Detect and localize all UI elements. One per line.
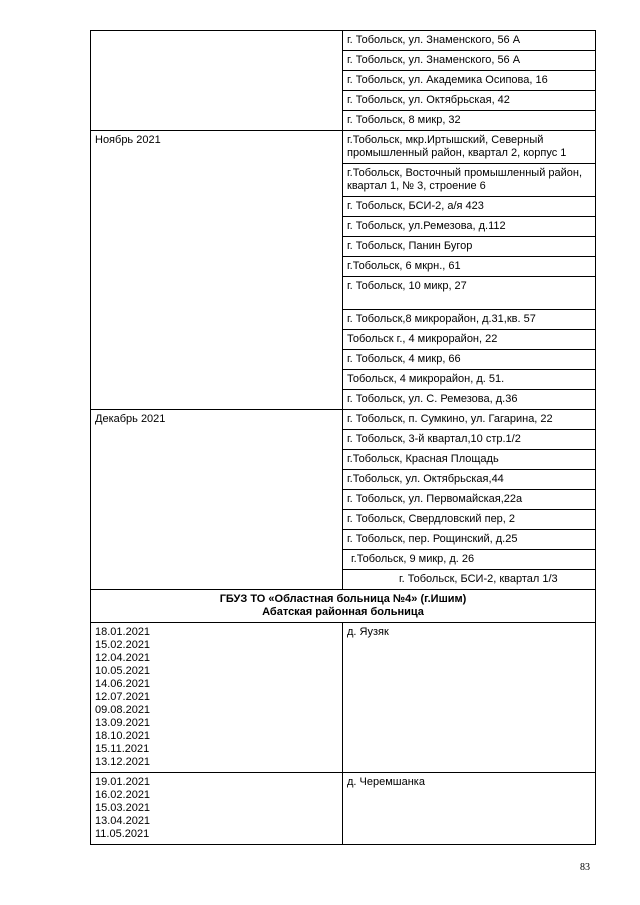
address-cell: г. Тобольск, БСИ-2, квартал 1/3: [343, 570, 596, 590]
place-cell: д. Яузяк: [343, 623, 596, 773]
address-cell: г. Тобольск, 8 микр, 32: [343, 111, 596, 131]
address-cell: г.Тобольск, 9 микр, д. 26: [343, 550, 596, 570]
section-header-subdivision: Абатская районная больница: [262, 606, 424, 618]
address-cell: г. Тобольск, ул. Знаменского, 56 А: [343, 31, 596, 51]
address-cell: г. Тобольск, п. Сумкино, ул. Гагарина, 22: [343, 410, 596, 430]
table-row: [91, 410, 596, 430]
address-cell: г. Тобольск, 10 микр, 27: [343, 277, 596, 310]
address-cell: г. Тобольск, 3-й квартал,10 стр.1/2: [343, 430, 596, 450]
address-cell: г.Тобольск, Восточный промышленный район, квартал 1, № 3, строение 6: [343, 164, 596, 197]
address-cell: г. Тобольск, БСИ-2, а/я 423: [343, 197, 596, 217]
month-cell: Ноябрь 2021: [91, 131, 343, 410]
address-cell: Тобольск, 4 микрорайон, д. 51.: [343, 370, 596, 390]
address-cell: г.Тобольск, мкр.Иртышский, Северный промышленный район, квартал 2, корпус 1: [343, 131, 596, 164]
page-number: 83: [580, 862, 590, 873]
section-header-row: [91, 590, 596, 623]
place-cell: д. Черемшанка: [343, 773, 596, 845]
table-row: [91, 131, 596, 164]
address-cell: г. Тобольск, ул. С. Ремезова, д.36: [343, 390, 596, 410]
address-cell: г. Тобольск, 4 микр, 66: [343, 350, 596, 370]
address-cell: г. Тобольск, ул.Ремезова, д.112: [343, 217, 596, 237]
address-cell: г. Тобольск, пер. Рощинский, д.25: [343, 530, 596, 550]
table-row: [91, 623, 596, 773]
section-header: [91, 590, 596, 623]
address-cell: г. Тобольск, ул. Октябрьская, 42: [343, 91, 596, 111]
address-cell: г.Тобольск, ул. Октябрьская,44: [343, 470, 596, 490]
address-cell: г. Тобольск, Свердловский пер, 2: [343, 510, 596, 530]
schedule-table: [90, 30, 596, 845]
address-cell: г. Тобольск, Панин Бугор: [343, 237, 596, 257]
address-cell: Тобольск г., 4 микрорайон, 22: [343, 330, 596, 350]
month-cell: Декабрь 2021: [91, 410, 343, 590]
dates-cell: 19.01.2021 16.02.2021 15.03.2021 13.04.2021 11.05.2021: [91, 773, 343, 845]
table-row: [91, 31, 596, 51]
address-cell: г.Тобольск, Красная Площадь: [343, 450, 596, 470]
month-cell: [91, 31, 343, 131]
section-header-hospital: ГБУЗ ТО «Областная больница №4» (г.Ишим): [219, 593, 467, 605]
address-cell: г. Тобольск, ул. Первомайская,22а: [343, 490, 596, 510]
table-row: [91, 773, 596, 845]
address-cell: г. Тобольск, ул. Знаменского, 56 А: [343, 51, 596, 71]
address-cell: г.Тобольск, 6 мкрн., 61: [343, 257, 596, 277]
address-cell: г. Тобольск,8 микрорайон, д.31,кв. 57: [343, 310, 596, 330]
address-cell: г. Тобольск, ул. Академика Осипова, 16: [343, 71, 596, 91]
dates-cell: 18.01.2021 15.02.2021 12.04.2021 10.05.2021 14.06.2021 12.07.2021 09.08.2021 13.09.2021 18.10.2021 15.11.2021 13.12.2021: [91, 623, 343, 773]
